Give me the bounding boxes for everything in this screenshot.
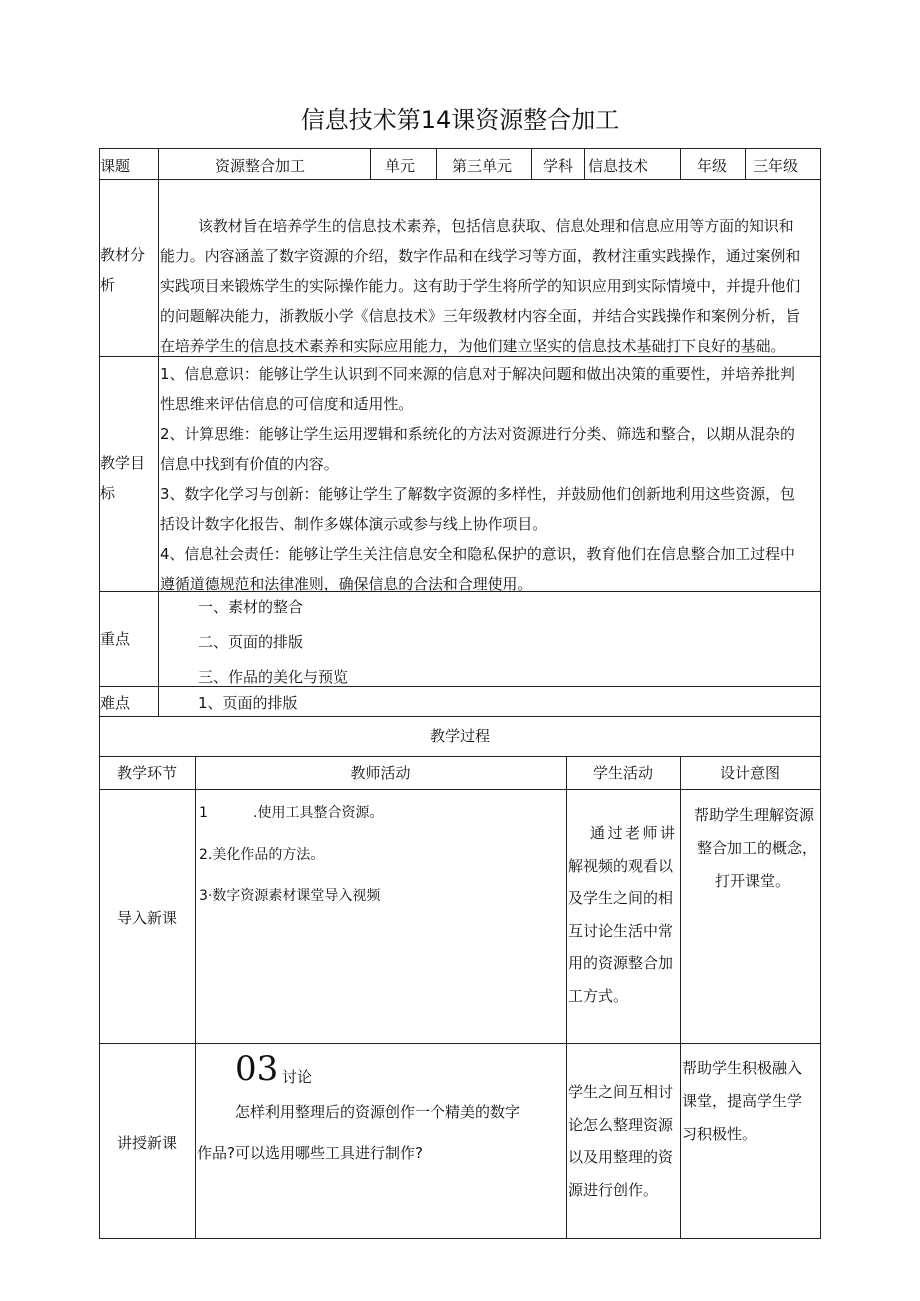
key-points-label: 重点 — [100, 630, 131, 648]
analysis-label: 教材分 析 — [100, 246, 146, 294]
key-point-item: 二、页面的排版 — [198, 633, 304, 651]
grade-label: 年级 — [697, 157, 728, 175]
discussion-question: 怎样利用整理后的资源创作一个精美的数字 — [235, 1103, 521, 1121]
column-header-teacher: 教师活动 — [350, 764, 411, 782]
teacher-item: .使用工具整合资源。 — [253, 805, 384, 821]
column-header-stage: 教学环节 — [116, 764, 177, 782]
stage-cell: 导入新课 — [116, 909, 177, 927]
design-intent: 帮助学生理解资源 整合加工的概念， 打开课堂。 — [694, 806, 818, 890]
subject-value: 信息技术 — [588, 157, 649, 175]
teacher-item: 2.美化作品的方法。 — [199, 847, 325, 863]
difficulty-item: 1、页面的排版 — [198, 694, 298, 712]
column-header-student: 学生活动 — [592, 764, 653, 782]
objectives-label: 教学目 标 — [100, 454, 146, 502]
discussion-tag: 讨论 — [282, 1068, 313, 1086]
teacher-item: 3·数字资源素材课堂导入视频 — [199, 888, 381, 904]
difficulty-label: 难点 — [100, 694, 131, 712]
key-point-item: 三、作品的美化与预览 — [198, 668, 349, 686]
student-activity: 通过老师讲 解视频的观看以 及学生之间的相 互讨论生活中常 用的资源整合加 工方式。 — [568, 824, 678, 1005]
discussion-question: 作品?可以选用哪些工具进行制作? — [197, 1144, 423, 1162]
unit-label: 单元 — [385, 157, 416, 175]
design-intent: 帮助学生积极融入 课堂，提高学生学 习积极性。 — [682, 1059, 803, 1143]
course-value: 资源整合加工 — [215, 157, 306, 175]
course-label: 课题 — [100, 157, 131, 175]
analysis-text: 该教材旨在培养学生的信息技术素养，包括信息获取、信息处理和信息应用等方面的知识和 能力。内容涵盖了数字资源的介绍，数字作品和在线学习等方面，教材注重实践操作，通过案例和 实践项目来锻炼学生的实际操作能力。这有助于学生将所学的知识应用到实际情境中，并提升他们 的问题解决能力，浙教版小学《信息技术》三年级教材内容全面，并结合实践操作和案例分析，旨 在培养学生的信息技术素养和实际应用能力，为他们建立坚实的信息技术基础打下良好的基础。 — [160, 217, 801, 355]
unit-value: 第三单元 — [452, 157, 513, 175]
column-header-intent: 设计意图 — [719, 764, 780, 782]
process-heading: 教学过程 — [429, 727, 490, 745]
discussion-number: 03 — [235, 1049, 279, 1089]
student-activity: 学生之间互相讨 论怎么整理资源 以及用整理的资 源进行创作。 — [568, 1083, 674, 1199]
grade-value: 三年级 — [753, 157, 799, 175]
teacher-item-number: 1 — [199, 805, 208, 821]
page-title: 信息技术第14课资源整合加工 — [300, 106, 620, 134]
stage-cell: 讲授新课 — [116, 1134, 177, 1152]
objectives-text: 1、信息意识：能够让学生认识到不同来源的信息对于解决问题和做出决策的重要性，并培养批判 性思维来评估信息的可信度和适用性。 2、计算思维：能够让学生运用逻辑和系统化的方法对资源进行分类、筛选和整合，以期从混杂的 信息中找到有价值的内容。 3、数字化学习与创新：能够让学生了解数字资源的多样性，并鼓励他们创新地利用这些资源，包 括设计数字化报告、制作多媒体演示或参与线上协作项目。 4、信息社会责任：能够让学生关注信息安全和隐私保护的意识，教育他们在信息整合加工过程中 遵循道德规范和法律准则，确保信息的合法和合理使用。 — [160, 365, 795, 593]
key-point-item: 一、素材的整合 — [198, 598, 304, 616]
subject-label: 学科 — [543, 157, 574, 175]
